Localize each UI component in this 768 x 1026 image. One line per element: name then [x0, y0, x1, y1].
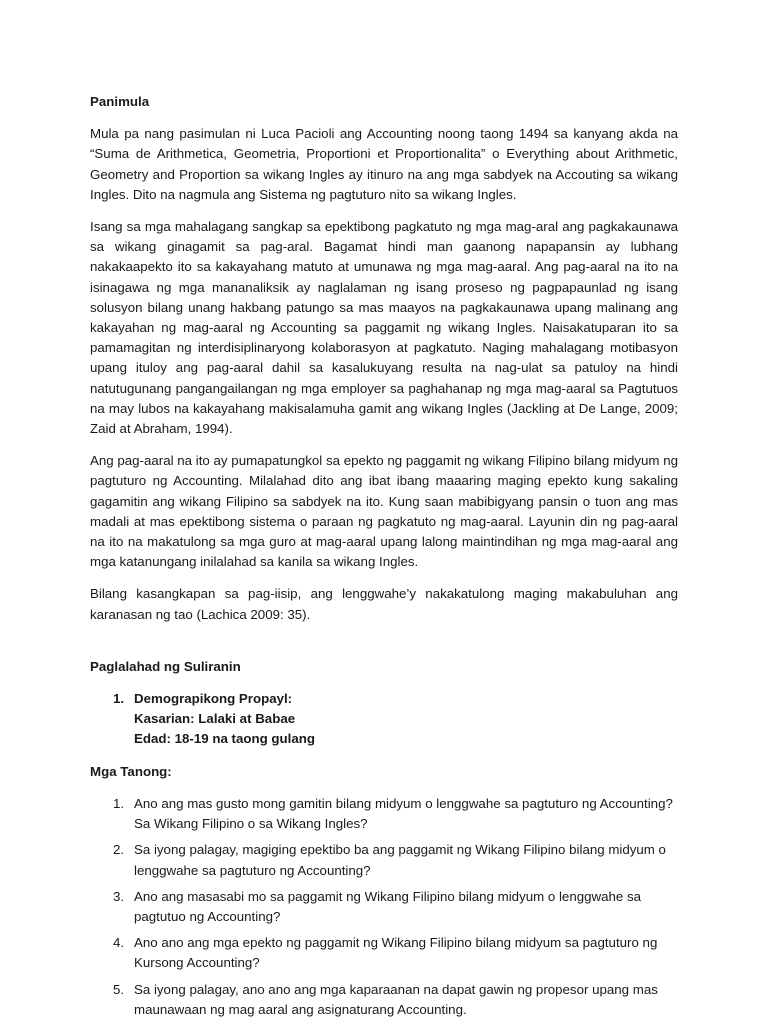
list-item [90, 840, 678, 880]
list-item [90, 887, 678, 927]
list-number: 3. [113, 888, 125, 904]
questions-heading: Mga Tanong: [90, 763, 172, 779]
question-text: Ano ang mas gusto mong gamitin bilang midyum o lenggwahe sa pagtuturo ng Accounting? Sa Wikang Filipino o sa Wikang Ingles? [134, 795, 673, 832]
demographic-list [90, 689, 678, 750]
question-text: Ano ano ang mga epekto ng paggamit ng Wikang Filipino bilang midyum sa pagtuturo ng Kursong Accounting? [134, 935, 658, 971]
demographic-line: Edad: 18-19 na taong gulang [134, 731, 316, 747]
section-heading-paglalahad: Paglalahad ng Suliranin [90, 658, 241, 674]
list-item [90, 980, 678, 1020]
list-number: 2. [113, 842, 125, 858]
question-text: Ano ang masasabi mo sa paggamit ng Wikang Filipino bilang midyum o lenggwahe sa pagtutuo ng Accounting? [134, 888, 642, 924]
list-item [90, 933, 678, 973]
list-item [90, 794, 678, 834]
demographic-title: Demograpikong Propayl: [134, 691, 293, 707]
list-number: 5. [113, 981, 125, 997]
list-number: 1. [113, 691, 125, 707]
paragraph: Mula pa nang pasimulan ni Luca Pacioli ang Accounting noong taong 1494 sa kanyang akda na “Suma de Arithmetica, Geometria, Proportioni et Proportionalita” o Everything about Arithmetic, Geometry and Proportion sa wikang Ingles ay itinuro na ang mga sabdyek na Accouting sa wikang Ingles. Dito na nagmula ang Sistema ng pagtuturo nito sa wikang Ingles. [90, 126, 678, 202]
question-text: Sa iyong palagay, ano ano ang mga kaparaanan na dapat gawin ng propesor upang mas maunawaan ng mag aaral ang asignaturang Accounting. [134, 981, 658, 1017]
paragraph: Bilang kasangkapan sa pag-iisip, ang lenggwahe’y nakakatulong maging makabuluhan ang karanasan ng tao (Lachica 2009: 35). [90, 586, 678, 622]
section-heading-panimula: Panimula [90, 94, 150, 109]
list-item [90, 689, 678, 750]
paragraph: Ang pag-aaral na ito ay pumapatungkol sa epekto ng paggamit ng wikang Filipino bilang midyum ng pagtuturo ng Accounting. Milalahad dito ang ibat ibang maaaring maging epekto kung sakaling gagamitin ang wikang Filipino sa sabdyek na ito. Kung saan mabibigyang pansin o tuon ang mas madali at mas epektibong sistema o paraan ng pagkatuto ng mag-aaral. Layunin din ng pag-aaral na ito na makatulong sa mga guro at mag-aaral upang lalong maintindihan ng mga mag-aaral ang mga katanungang inilalahad sa kanila sa wikang Ingles. [90, 453, 678, 570]
list-number: 4. [113, 935, 125, 951]
demographic-line: Kasarian: Lalaki at Babae [134, 711, 296, 727]
document-page [90, 92, 678, 1026]
question-text: Sa iyong palagay, magiging epektibo ba ang paggamit ng Wikang Filipino bilang midyum o lenggwahe sa pagtuturo ng Accounting? [134, 842, 666, 878]
paragraph: Isang sa mga mahalagang sangkap sa epektibong pagkatuto ng mga mag-aral ang pagkakaunawa sa wikang ginagamit sa pag-aral. Bagamat hindi man gaanong napapansin ay lubhang nakakaapekto ito sa kakayahang matuto at umunawa ng mga mag-aaral. Ang pag-aaral na ito na isinagawa ng mga mananaliksik ay naglalaman ng isang proseso ng pagpapaunlad ng isang solusyon bilang unang hakbang patungo sa mas maayos na pagkakaunawa upang malinang ang kakayahan ng mag-aaral ng Accounting sa paggamit ng wikang Ingles. Naisakatuparan ito sa pamamagitan ng interdisiplinaryong kolaborasyon at pagkatuto. Naging mahalagang motibasyon upang ituloy ang pag-aaral dahil sa kasalukuyang resulta na nag-ulat sa patuloy na hindi natutugunang pangangailangan ng mga employer sa paghahanap ng mga mag-aaral sa Pagtutuos na may lubos na kakayahang makisalamuha gamit ang wikang Ingles (Jackling at De Lange, 2009; Zaid at Abraham, 1994). [90, 219, 678, 437]
list-number: 1. [113, 795, 125, 811]
questions-list [90, 794, 678, 1020]
